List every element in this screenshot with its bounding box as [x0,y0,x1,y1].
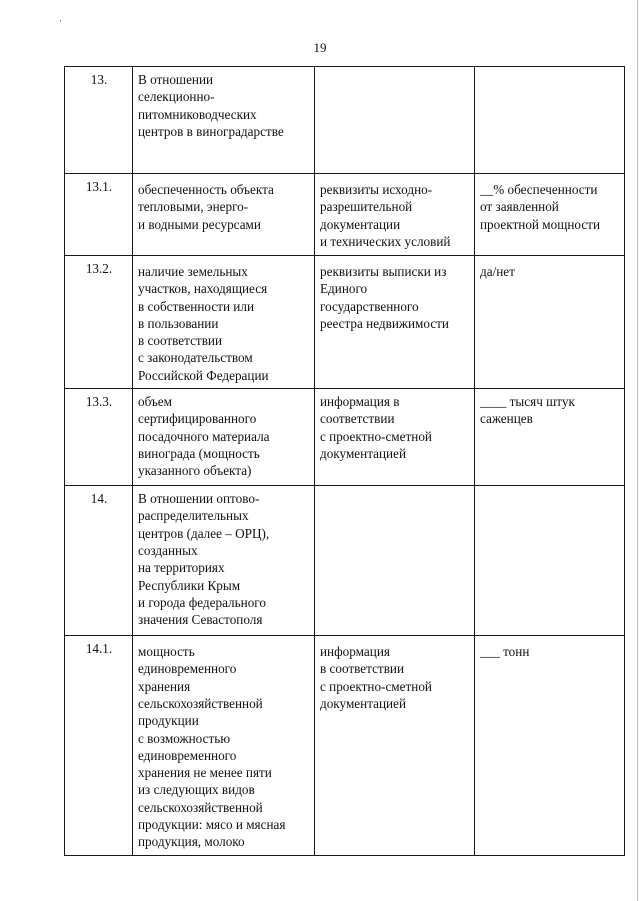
table-row [65,389,625,486]
value-text: ____ тысяч штук саженцев [480,394,575,427]
source-cell [315,256,475,389]
row-number-text: 14. [90,491,108,507]
value-text: да/нет [480,264,515,279]
source-cell [315,389,475,486]
criterion-text: мощность единовременного хранения сельскохозяйственной продукции с возможностью единовременного хранения не менее пяти из следующих видов сельскохозяйственной продукции: мясо и мясная продукция, молоко [138,644,286,850]
criterion-cell [133,256,315,389]
source-cell [315,636,475,856]
source-cell [315,67,475,174]
table-row [65,636,625,856]
row-number [65,389,133,486]
table-row [65,486,625,636]
row-number-text: 13.1. [85,179,113,194]
row-number [65,486,133,636]
row-number-text: 13. [90,72,108,87]
row-number [65,67,133,174]
value-cell [475,67,625,174]
criteria-table [64,66,625,856]
row-number-text: 13.2. [85,261,113,276]
source-cell [315,174,475,256]
criterion-text: В отношении селекционно- питомниководческих центров в виноградарстве [138,72,284,139]
row-number [65,174,133,256]
table-row [65,256,625,389]
criterion-cell [133,486,315,636]
criterion-cell [133,174,315,256]
row-number-text: 13.3. [85,394,113,410]
row-number [65,256,133,389]
page-number: 19 [313,40,327,55]
value-text: ___ тонн [480,644,530,660]
table-row [65,67,625,174]
criterion-text: объем сертифицированного посадочного материала винограда (мощность указанного объекта) [138,394,270,479]
criterion-cell [133,389,315,486]
scan-speck [60,20,61,22]
criterion-text: обеспеченность объекта тепловыми, энерго- и водными ресурсами [138,182,274,232]
source-cell [315,486,475,636]
value-cell [475,486,625,636]
scan-edge-line [637,0,638,901]
value-cell [475,256,625,389]
row-number [65,636,133,856]
source-text: реквизиты исходно- разрешительной документации и технических условий [320,182,451,249]
criterion-cell [133,67,315,174]
criterion-text: наличие земельных участков, находящиеся в собственности или в пользовании в соответствии с законодательством Российской Федерации [138,264,269,383]
value-cell [475,389,625,486]
criterion-cell [133,636,315,856]
source-text: информация в соответствии с проектно-сметной документацией [320,644,432,711]
value-cell [475,174,625,256]
source-text: информация в соответствии с проектно-сметной документацией [320,394,432,461]
value-cell [475,636,625,856]
source-text: реквизиты выписки из Единого государственного реестра недвижимости [320,264,449,331]
value-text: __% обеспеченности от заявленной проектной мощности [480,182,601,232]
table-row [65,174,625,256]
row-number-text: 14.1. [85,641,113,657]
criterion-text: В отношении оптово- распределительных центров (далее – ОРЦ), созданных на территориях Республики Крым и города федерального значения Севастополя [138,491,270,628]
